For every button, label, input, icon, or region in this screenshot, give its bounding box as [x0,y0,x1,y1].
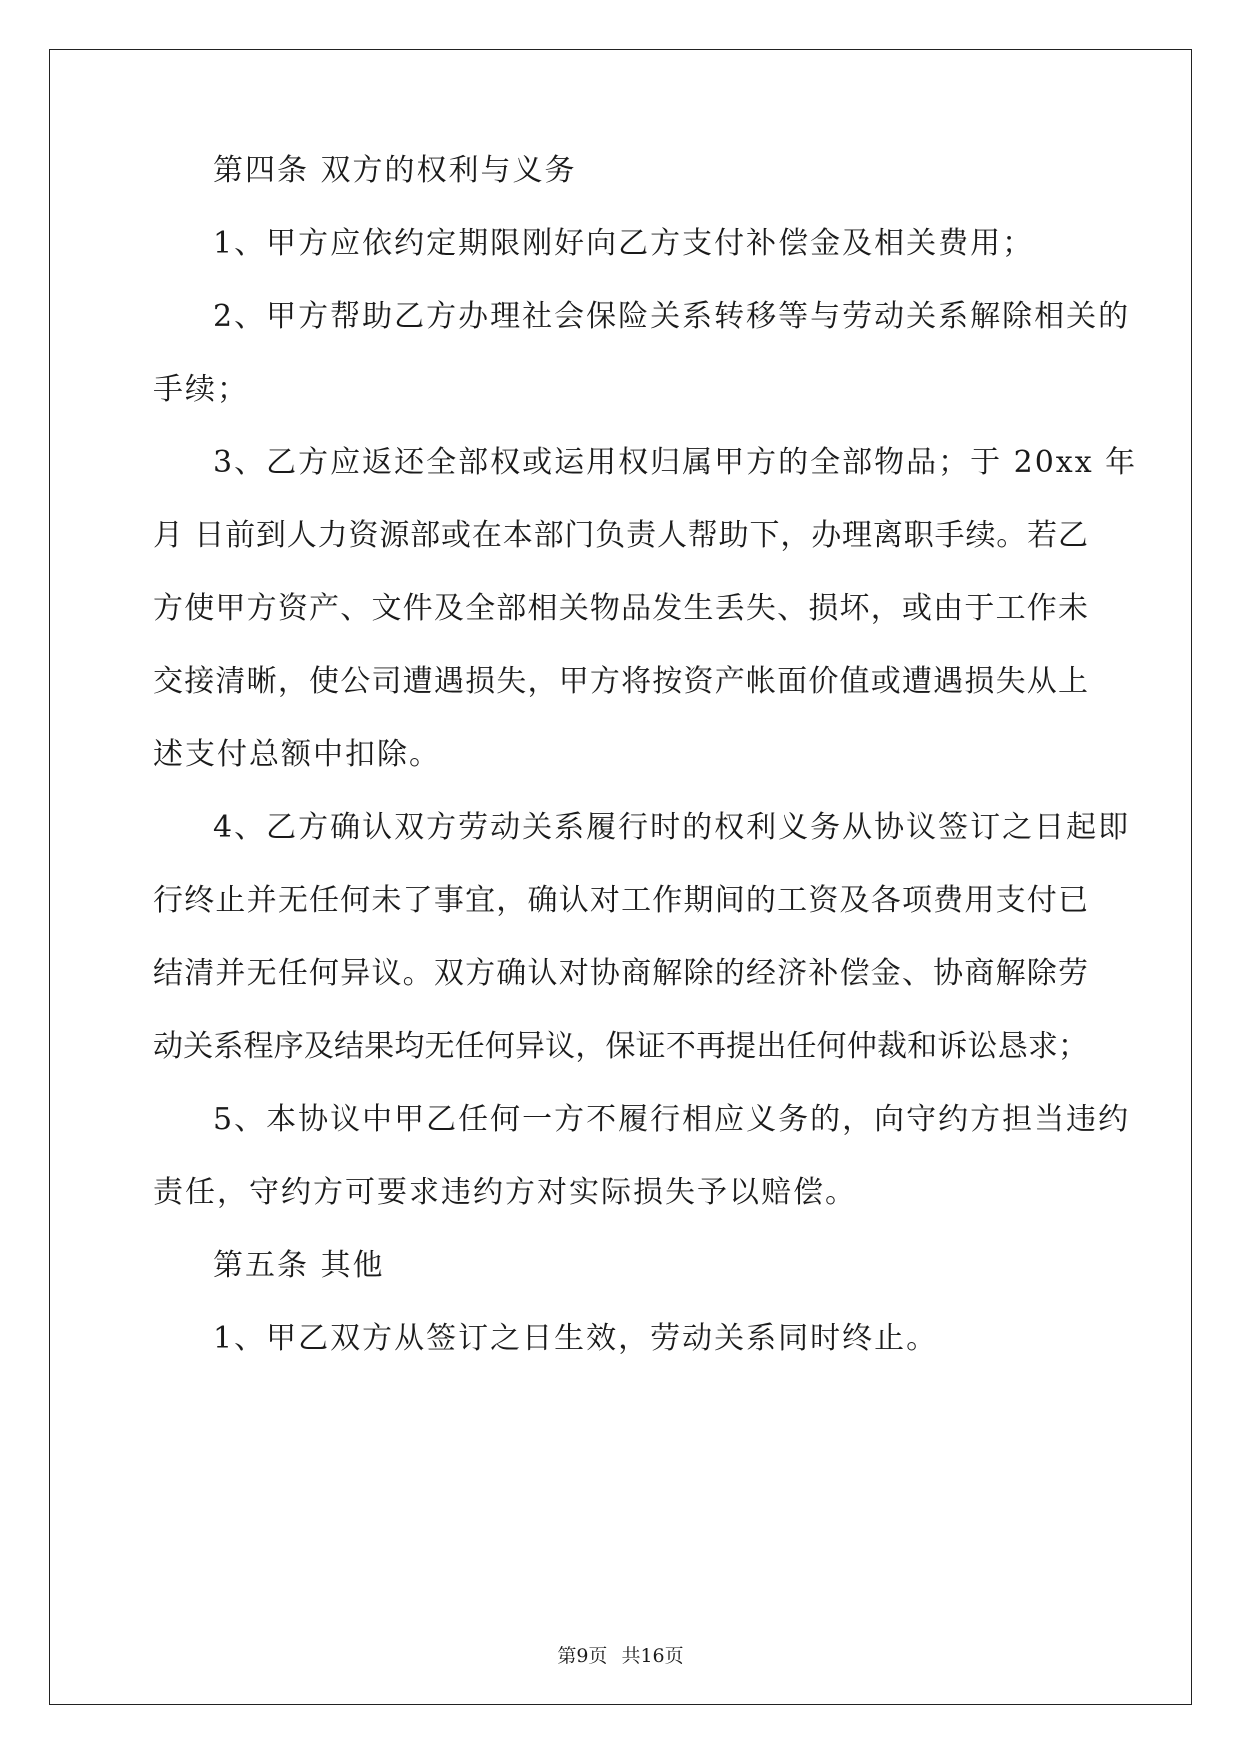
article-4-item-5-line-1: 5、本协议中甲乙任何一方不履行相应义务的，向守约方担当违约 [213,1102,1131,1137]
article-4-item-5-line-2: 责任，守约方可要求违约方对实际损失予以赔偿。 [153,1175,857,1210]
page-number: 第9页 [557,1645,608,1667]
article-4-item-3-line-1: 3、乙方应返还全部权或运用权归属甲方的全部物品；于 20xx 年 [213,445,1138,480]
article-4-item-1: 1、甲方应依约定期限刚好向乙方支付补偿金及相关费用； [213,226,1035,261]
article-4-item-4-line-4: 动关系程序及结果均无任何异议，保证不再提出任何仲裁和诉讼恳求； [153,1029,1088,1064]
article-4-item-3-line-3: 方使甲方资产、文件及全部相关物品发生丢失、损坏，或由于工作未 [153,591,1088,626]
article-4-item-4-line-2: 行终止并无任何未了事宜，确认对工作期间的工资及各项费用支付已 [153,883,1088,918]
article-4-item-2-line-1: 2、甲方帮助乙方办理社会保险关系转移等与劳动关系解除相关的 [213,299,1131,334]
article-5-heading: 第五条 其他 [213,1248,385,1283]
page-footer [0,1644,1241,1668]
article-4-item-3-line-5: 述支付总额中扣除。 [153,737,441,772]
article-4-item-4-line-3: 结清并无任何异议。双方确认对协商解除的经济补偿金、协商解除劳 [153,956,1088,991]
article-4-item-4-line-1: 4、乙方确认双方劳动关系履行时的权利义务从协议签订之日起即 [213,810,1131,845]
article-4-item-3-line-4: 交接清晰，使公司遭遇损失，甲方将按资产帐面价值或遭遇损失从上 [153,664,1088,699]
article-4-heading: 第四条 双方的权利与义务 [213,153,577,188]
article-4-item-2-line-2: 手续； [153,372,249,407]
article-4-item-3-line-2: 月 日前到人力资源部或在本部门负责人帮助下，办理离职手续。若乙 [153,518,1088,553]
article-5-item-1: 1、甲乙双方从签订之日生效，劳动关系同时终止。 [213,1321,939,1356]
page-total: 共16页 [621,1645,684,1667]
